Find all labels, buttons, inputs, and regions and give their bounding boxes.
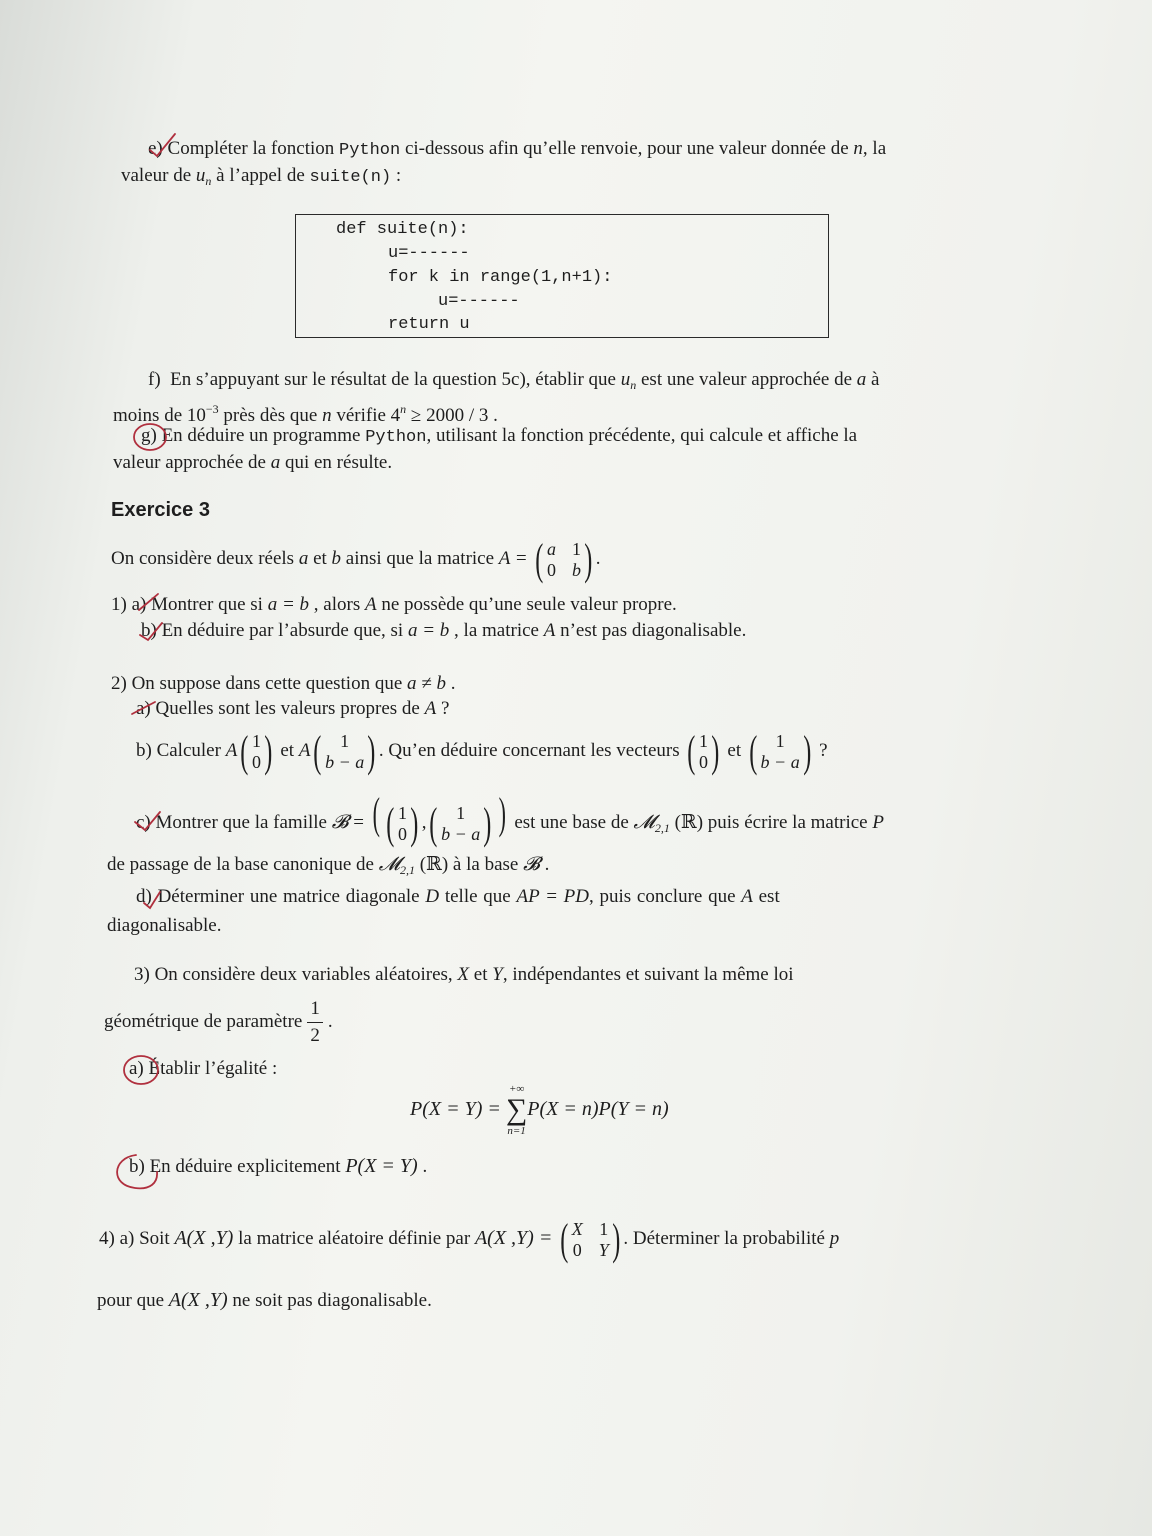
code-line-3: for k in range(1,n+1): (388, 268, 613, 287)
vector-2: ( 1 b − a ) (749, 726, 812, 776)
vector-1: ( 1 0 ) (386, 798, 419, 848)
math-eq: P(X = Y) (345, 1155, 418, 1177)
math-sub: n (630, 378, 637, 392)
text: valeur approchée de (113, 452, 271, 473)
math-eq: a = b (407, 620, 450, 641)
text: Compléter la fonction (167, 138, 339, 159)
vector-entry: 1 (699, 730, 709, 751)
matrix-entry: 0 (572, 1239, 582, 1260)
text: . (323, 1011, 333, 1032)
text: On considère deux réels (111, 548, 299, 569)
text: Établir l’égalité : (143, 1058, 278, 1079)
check-mark (132, 702, 155, 714)
math-A: A (364, 594, 377, 615)
math-n: n (853, 138, 863, 159)
math-n: n (322, 405, 332, 426)
text: ? (814, 740, 828, 761)
text: ne soit pas diagonalisable. (227, 1290, 432, 1311)
question-1a-label: a) (131, 594, 147, 615)
math-a: a (270, 452, 281, 473)
matrix-A-label: A = (498, 548, 528, 569)
equation-right: P(X = n)P(Y = n) (527, 1098, 669, 1120)
code-line-5: return u (388, 315, 470, 334)
vector-entry: 1 (456, 802, 466, 823)
matrix-entry: 1 (599, 1218, 609, 1239)
text: 4) a) Soit (99, 1228, 175, 1249)
text: . (595, 548, 601, 569)
text: telle que (439, 886, 517, 907)
matrix-space: 𝓜 (378, 854, 400, 875)
vector-entry: b − a (441, 823, 481, 844)
vector-2: ( 1 b − a ) (313, 726, 376, 776)
math-AXY: A(X ,Y) (174, 1227, 234, 1249)
matrix-A: ( a 1 0 b ) (535, 534, 593, 584)
matrix-entry: 0 (547, 559, 557, 580)
text: , la matrice (449, 620, 544, 641)
equation-left: P(X = Y) = (410, 1098, 506, 1120)
circle-mark (134, 424, 166, 450)
vector-entry: 1 (398, 802, 408, 823)
question-e-label: e) (148, 138, 163, 159)
math-sub: 2,1 (399, 863, 415, 877)
text: = (348, 812, 369, 833)
matrix-entry: b (572, 559, 582, 580)
function-call: suite(n) (309, 168, 392, 187)
text: vérifie 4 (331, 405, 401, 426)
text: . Déterminer la probabilité (623, 1228, 830, 1249)
vector-entry: b − a (325, 751, 365, 772)
code-line-2: u=------ (388, 244, 470, 263)
text: à (866, 369, 880, 390)
sigma: ∑ (505, 1093, 528, 1127)
text: , indépendantes et suivant la même loi (502, 964, 794, 985)
text: ? (436, 698, 450, 719)
text: , alors (309, 594, 365, 615)
text: valeur de (121, 165, 196, 186)
text: pour que (97, 1290, 169, 1311)
check-mark (139, 594, 158, 610)
sum-lower-limit: n=1 (507, 1125, 526, 1138)
math-p: p (829, 1228, 840, 1249)
question-g-label: g) (141, 425, 157, 446)
text: 3) On considère deux variables aléatoires, (134, 964, 458, 985)
math-AXY: A(X ,Y) = (474, 1227, 553, 1249)
text: à la base (452, 854, 524, 875)
question-2c-label: c) (136, 812, 151, 833)
math-b: b (331, 548, 342, 569)
text: En déduire par l’absurde que, si (156, 620, 408, 641)
text: géométrique de paramètre (104, 1011, 308, 1032)
text: , la (862, 138, 887, 159)
text: , puis conclure que (589, 886, 742, 907)
math-sub: n (205, 174, 212, 188)
text: En déduire explicitement (144, 1156, 346, 1177)
text: puis écrire la matrice (707, 812, 873, 833)
matrix-entry: 1 (572, 538, 582, 559)
check-mark (144, 892, 160, 908)
vector-1: ( 1 0 ) (240, 726, 273, 776)
math-D: D (425, 886, 440, 907)
text: , utilisant la fonction précédente, qui calcule et affiche la (426, 425, 858, 446)
matrix-entry: Y (598, 1239, 609, 1260)
exponent: n (400, 402, 407, 416)
vector-entry: b − a (760, 751, 800, 772)
question-2b-label: b) (136, 740, 152, 761)
math-a: a (856, 369, 867, 390)
math-Y: Y (492, 964, 503, 985)
vector-entry: 0 (398, 823, 408, 844)
code-line-1: def suite(n): (336, 220, 469, 239)
text: . (539, 854, 550, 875)
question-2d-label: d) (136, 886, 152, 907)
text: ci-dessous afin qu’elle renvoie, pour une valeur donnée de (400, 138, 854, 159)
text: et (308, 548, 332, 569)
math-u: u (195, 165, 206, 186)
text: . Qu’en déduire concernant les vecteurs (378, 740, 685, 761)
text: ne possède qu’une seule valeur propre. (376, 594, 677, 615)
math-a: a (298, 548, 309, 569)
question-1-number: 1) (111, 594, 127, 615)
question-2a-label: a) (136, 698, 151, 719)
text: et (469, 964, 493, 985)
math-A: A (741, 886, 753, 907)
basis-B: 𝓑 (523, 854, 540, 875)
reals: (ℝ) (414, 854, 453, 875)
text: : (391, 165, 402, 186)
check-mark (140, 623, 162, 640)
exercise-3-title: Exercice 3 (111, 499, 210, 521)
vector-entry: 0 (699, 751, 709, 772)
matrix-entry: X (571, 1218, 583, 1239)
math-u: u (620, 369, 631, 390)
question-1b-label: b) (141, 620, 157, 641)
matrix-space: 𝓜 (633, 812, 655, 833)
check-mark (150, 134, 175, 156)
python-keyword: Python (339, 141, 401, 160)
text: de passage de la base canonique de (107, 854, 379, 875)
matrix-entry: a (547, 538, 557, 559)
text: 2) On suppose dans cette question que (111, 673, 408, 694)
code-line-4: u=------ (438, 292, 520, 311)
text: En déduire un programme (156, 425, 366, 446)
python-keyword: Python (365, 428, 427, 447)
text: n’est pas diagonalisable. (555, 620, 747, 641)
text: ainsi que la matrice (341, 548, 499, 569)
text: près dès que (218, 405, 323, 426)
math-sub: 2,1 (654, 821, 670, 835)
circle-mark (124, 1056, 158, 1084)
text: la matrice aléatoire définie par (233, 1228, 475, 1249)
text: . (417, 1156, 428, 1177)
vector-entry: 1 (251, 730, 261, 751)
text: qui en résulte. (280, 452, 393, 473)
math-A: A (424, 698, 437, 719)
question-3b-label: b) (129, 1156, 145, 1177)
math-X: X (457, 964, 470, 985)
text: et (722, 740, 746, 761)
text: est une base de (509, 812, 634, 833)
text: est (752, 886, 780, 907)
math-A: A (225, 740, 238, 761)
math-eq: a = b (267, 594, 310, 615)
text: à l’appel de (211, 165, 310, 186)
check-mark (135, 812, 160, 830)
sum-upper-limit: +∞ (508, 1083, 525, 1096)
text: Calculer (151, 740, 226, 761)
vector-1: ( 1 0 ) (687, 726, 720, 776)
matrix-AXY: ( X 1 0 Y ) (560, 1214, 621, 1264)
math-A: A (298, 740, 311, 761)
vector-entry: 0 (251, 751, 261, 772)
math-A: A (543, 620, 556, 641)
math-neq: a ≠ b (407, 673, 446, 694)
vector-entry: 1 (340, 730, 350, 751)
circle-mark (117, 1155, 157, 1188)
text: Montrer que la famille (150, 812, 332, 833)
text: est une valeur approchée de (636, 369, 857, 390)
basis-B: 𝓑 (331, 812, 349, 833)
vector-entry: 1 (775, 730, 785, 751)
math-P: P (872, 812, 884, 833)
text: moins de 10 (113, 405, 206, 426)
fraction-numerator: 1 (310, 998, 320, 1020)
math-eq: AP = PD (516, 886, 589, 907)
exponent: −3 (205, 402, 219, 416)
question-2c: c) Montrer que la famille 𝓑 = ( ( 1 0 ) , ( 1 b − a ) ) est une base de 𝓜$_{2,1}$ (ℝ) puis écrire la matrice P (136, 789, 884, 848)
vector-2: ( 1 b − a ) (429, 798, 492, 848)
fraction-denominator: 2 (310, 1025, 320, 1047)
text: . (445, 673, 456, 694)
text: Quelles sont les valeurs propres de (150, 698, 425, 719)
text: Montrer que si (146, 594, 268, 615)
question-2d-line2: diagonalisable. (107, 915, 222, 936)
reals: (ℝ) (669, 812, 708, 833)
text: En s’appuyant sur le résultat de la question 5c), établir que (170, 369, 621, 390)
text: et (275, 740, 299, 761)
text: ≥ 2000 / 3 . (406, 405, 498, 426)
math-AXY: A(X ,Y) (168, 1289, 228, 1311)
question-3a-label: a) (129, 1058, 144, 1079)
question-f-label: f) (148, 369, 161, 390)
text: Déterminer une matrice diagonale (151, 886, 426, 907)
